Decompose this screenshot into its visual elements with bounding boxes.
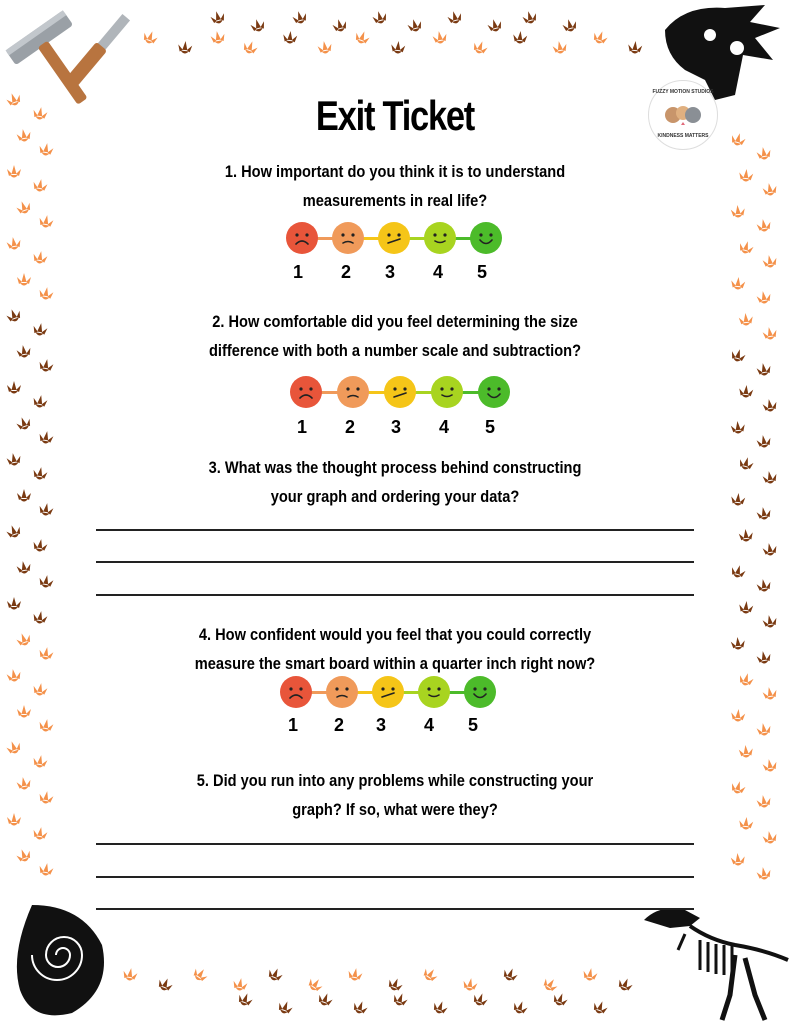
rating-face-icon-1[interactable] <box>280 676 312 708</box>
footprint-icon <box>317 991 334 1008</box>
footprint-icon <box>6 452 22 467</box>
footprint-icon <box>331 17 348 33</box>
footprint-icon <box>32 178 48 193</box>
footprint-icon <box>541 975 560 993</box>
footprint-icon <box>5 739 22 756</box>
footprint-icon <box>354 29 371 46</box>
footprint-icon <box>756 218 772 233</box>
answer-line[interactable] <box>96 594 694 596</box>
footprint-icon <box>730 852 745 866</box>
footprint-icon <box>446 9 463 25</box>
footprint-icon <box>552 991 569 1008</box>
footprint-icon <box>38 430 54 445</box>
rating-number: 4 <box>432 262 443 282</box>
footprint-icon <box>762 758 778 773</box>
footprint-icon <box>242 39 259 56</box>
footprint-icon <box>38 214 54 229</box>
question-5: 5. Did you run into any problems while constructing your graph? If so, what were they? <box>196 771 594 819</box>
rating-face-icon-4[interactable] <box>424 222 456 254</box>
footprint-icon <box>306 975 325 993</box>
footprint-icon <box>209 9 226 25</box>
answer-line[interactable] <box>96 908 694 910</box>
rating-face-icon-1[interactable] <box>286 222 318 254</box>
footprint-icon <box>17 705 31 718</box>
footprint-icon <box>472 991 489 1008</box>
rating-number: 4 <box>438 417 449 437</box>
footprint-icon <box>432 30 448 45</box>
rating-number: 1 <box>292 262 303 282</box>
footprint-icon <box>7 165 21 178</box>
footprint-icon <box>32 322 48 337</box>
footprint-icon <box>756 290 772 305</box>
footprint-icon <box>38 502 54 517</box>
rating-face-icon-5[interactable] <box>464 676 496 708</box>
footprint-icon <box>762 326 778 341</box>
rating-number: 1 <box>296 417 307 437</box>
footprint-icon <box>386 976 404 993</box>
footprint-icon <box>391 40 406 54</box>
footprint-icon <box>317 40 333 55</box>
footprint-icon <box>352 999 369 1016</box>
footprint-icon <box>472 39 489 56</box>
rating-number: 2 <box>333 715 344 735</box>
footprint-icon <box>738 528 753 542</box>
footprint-icon <box>17 273 31 286</box>
footprint-icon <box>738 455 755 471</box>
footprint-icon <box>730 420 745 434</box>
rating-face-icon-3[interactable] <box>378 222 410 254</box>
footprint-icon <box>582 967 598 982</box>
footprint-icon <box>5 307 22 324</box>
rating-face-icon-2[interactable] <box>326 676 358 708</box>
footprint-icon <box>762 182 778 197</box>
footprint-icon <box>762 830 778 845</box>
footprint-icon <box>6 668 22 683</box>
footprint-icon <box>762 254 778 269</box>
question-4: 4. How confident would you feel that you could correctly measure the smart board within a quarter inch right now? <box>194 625 596 673</box>
footprint-icon <box>237 991 254 1008</box>
footprint-icon <box>38 862 54 877</box>
footprint-icon <box>32 682 48 697</box>
rating-face-icon-5[interactable] <box>470 222 502 254</box>
footprint-icon <box>762 470 778 485</box>
footprint-icon <box>756 722 772 737</box>
footprint-icon <box>739 168 754 182</box>
footprint-icon <box>501 966 519 983</box>
footprint-icon <box>32 754 48 769</box>
footprint-icon <box>756 578 772 593</box>
footprint-icon <box>32 610 48 625</box>
footprint-icon <box>142 29 159 46</box>
footprint-icon <box>521 9 538 25</box>
footprint-icon <box>15 631 32 648</box>
footprint-icon <box>730 204 745 218</box>
rating-face-icon-3[interactable] <box>384 376 416 408</box>
footprint-icon <box>38 142 54 157</box>
footprint-icon <box>730 347 747 363</box>
footprint-icon <box>16 344 32 359</box>
footprint-icon <box>406 17 423 33</box>
footprint-icon <box>38 790 54 805</box>
footprint-icon <box>739 384 754 398</box>
footprint-icon <box>371 9 388 25</box>
footprint-icon <box>731 276 746 290</box>
rating-face-icon-2[interactable] <box>332 222 364 254</box>
footprint-icon <box>592 29 609 46</box>
footprint-icon <box>191 965 210 983</box>
rating-number: 5 <box>467 715 478 735</box>
rating-face-icon-5[interactable] <box>478 376 510 408</box>
footprint-icon <box>739 816 754 830</box>
footprint-icon <box>738 744 753 758</box>
question-2: 2. How comfortable did you feel determining the size difference with both a number scale and subtraction? <box>208 312 582 360</box>
rating-face-icon-4[interactable] <box>418 676 450 708</box>
footprint-icon <box>32 394 48 409</box>
footprint-icon <box>730 636 745 650</box>
footprint-icon <box>122 967 138 982</box>
footprint-icon <box>32 826 48 841</box>
footprint-icon <box>762 686 778 701</box>
footprint-icon <box>17 489 31 502</box>
studio-logo: FUZZY MOTION STUDIOS KINDNESS MATTERS <box>648 80 718 150</box>
footprint-icon <box>38 286 54 301</box>
rating-number: 1 <box>287 715 298 735</box>
footprint-icon <box>738 239 755 255</box>
footprint-icon <box>730 131 747 147</box>
answer-line[interactable] <box>96 561 694 563</box>
footprint-icon <box>5 523 22 540</box>
footprint-icon <box>7 597 21 610</box>
footprint-icon <box>731 492 746 506</box>
footprint-icon <box>38 358 54 373</box>
rating-number: 2 <box>344 417 355 437</box>
footprint-icon <box>552 40 568 55</box>
answer-line[interactable] <box>96 876 694 878</box>
footprint-icon <box>561 17 578 33</box>
footprint-icon <box>266 966 284 983</box>
footprint-icon <box>347 967 363 982</box>
footprint-icon <box>232 977 248 992</box>
rating-number: 5 <box>484 417 495 437</box>
footprint-icon <box>756 362 772 377</box>
footprint-icon <box>762 398 778 413</box>
footprint-icon <box>421 965 440 983</box>
footprint-icon <box>7 381 21 394</box>
footprint-icon <box>762 614 778 629</box>
footprint-icon <box>38 718 54 733</box>
footprint-icon <box>738 312 753 326</box>
page-title: Exit Ticket <box>315 92 475 139</box>
rating-face-icon-1[interactable] <box>290 376 322 408</box>
footprint-icon <box>756 650 772 665</box>
footprint-icon <box>628 40 643 54</box>
footprint-icon <box>32 538 48 553</box>
footprint-icon <box>249 17 266 33</box>
footprint-icon <box>616 976 634 993</box>
trex-skeleton-icon <box>640 900 790 1023</box>
footprint-icon <box>756 794 772 809</box>
footprint-icon <box>38 574 54 589</box>
rating-number: 3 <box>390 417 401 437</box>
footprint-icon <box>392 991 409 1008</box>
footprint-icon <box>32 466 48 481</box>
rating-face-icon-4[interactable] <box>431 376 463 408</box>
question-3: 3. What was the thought process behind constructing your graph and ordering your data? <box>208 458 582 506</box>
footprint-icon <box>16 128 32 143</box>
footprint-icon <box>756 146 772 161</box>
footprint-icon <box>210 30 226 45</box>
footprint-icon <box>739 600 754 614</box>
footprint-icon <box>731 708 746 722</box>
nautilus-shell-icon <box>12 895 112 1023</box>
rating-number: 3 <box>375 715 386 735</box>
footprint-icon <box>7 813 21 826</box>
footprint-icon <box>756 866 772 881</box>
footprint-icon <box>513 30 528 44</box>
footprint-icon <box>756 434 772 449</box>
footprint-icon <box>291 9 308 25</box>
footprint-icon <box>730 563 747 579</box>
footprint-icon <box>16 776 32 791</box>
rating-face-icon-2[interactable] <box>337 376 369 408</box>
footprint-icon <box>283 30 298 44</box>
footprint-icon <box>38 646 54 661</box>
footprint-icon <box>592 999 609 1016</box>
footprint-icon <box>762 542 778 557</box>
rating-number: 4 <box>423 715 434 735</box>
answer-line[interactable] <box>96 843 694 845</box>
footprint-icon <box>16 560 32 575</box>
footprint-icon <box>512 999 529 1016</box>
footprint-icon <box>15 415 32 432</box>
footprint-icon <box>32 250 48 265</box>
rating-number: 5 <box>476 262 487 282</box>
footprint-icon <box>178 40 193 54</box>
footprint-icon <box>15 199 32 216</box>
rating-number: 2 <box>340 262 351 282</box>
footprint-icon <box>462 977 478 992</box>
answer-line[interactable] <box>96 529 694 531</box>
rating-number: 3 <box>384 262 395 282</box>
footprint-icon <box>432 999 449 1016</box>
footprint-icon <box>15 847 32 864</box>
footprint-icon <box>738 671 755 687</box>
question-1: 1. How important do you think it is to understand measurements in real life? <box>224 162 566 210</box>
footprint-icon <box>6 236 22 251</box>
footprint-icon <box>486 17 503 33</box>
rating-face-icon-3[interactable] <box>372 676 404 708</box>
footprint-icon <box>730 779 747 795</box>
footprint-icon <box>156 976 174 993</box>
footprint-icon <box>756 506 772 521</box>
footprint-icon <box>277 999 294 1016</box>
